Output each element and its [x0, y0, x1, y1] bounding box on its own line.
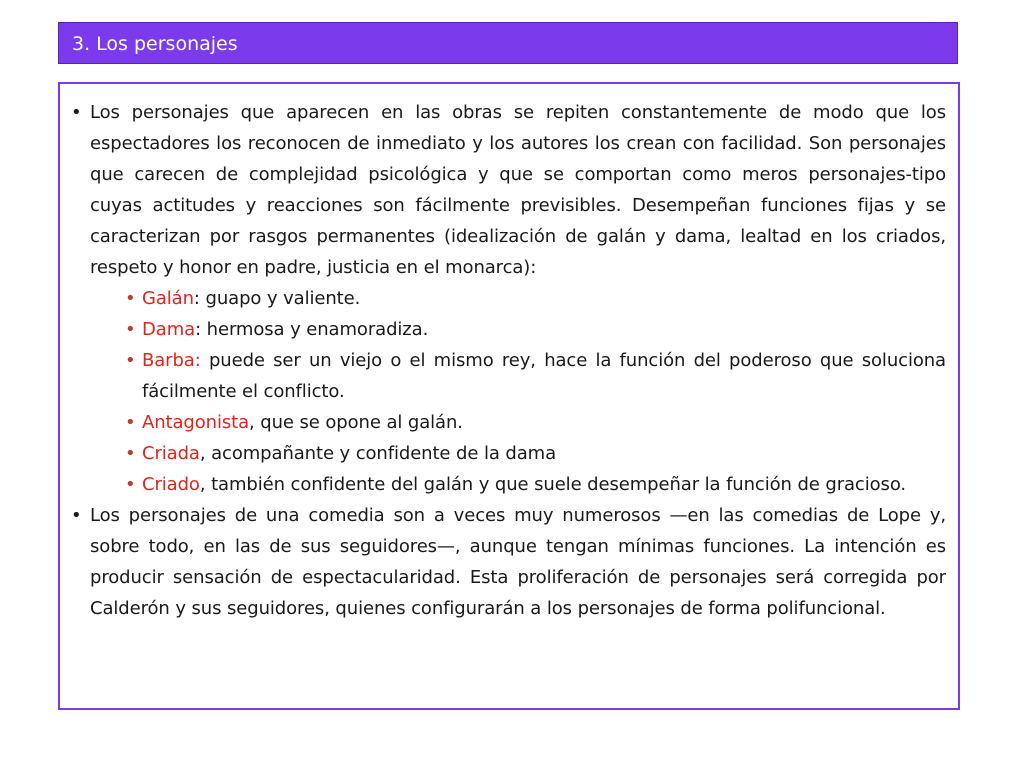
character-item-criado: [90, 469, 946, 500]
character-item-galan: [90, 283, 946, 314]
character-description: puede ser un viejo o el mismo rey, hace la función del poderoso que soluciona fácilmente el conflicto.: [142, 350, 946, 402]
character-separator: ,: [249, 412, 261, 433]
character-name: Criada: [142, 443, 200, 464]
character-description: acompañante y confidente de la dama: [211, 443, 557, 464]
character-name: Galán: [142, 288, 194, 309]
slide-title: 3. Los personajes: [72, 33, 238, 55]
character-item-criada: [90, 438, 946, 469]
character-separator: :: [193, 288, 206, 309]
character-name: Barba:: [142, 350, 201, 371]
character-separator: :: [195, 319, 207, 340]
character-name: Antagonista: [142, 412, 250, 433]
character-item-barba: [90, 345, 946, 407]
character-description: guapo y valiente.: [205, 288, 361, 309]
character-description: que se opone al galán.: [260, 412, 463, 433]
bullet-paragraph-1: [60, 97, 958, 500]
character-item-antagonista: [90, 407, 946, 438]
character-separator: ,: [199, 443, 212, 464]
character-description: hermosa y enamoradiza.: [206, 319, 429, 340]
paragraph-2-text: Los personajes de una comedia son a veces muy numerosos —en las comedias de Lope y, sobre todo, en las de sus seguidores—, aunque tengan mínimas funciones. La intención es producir sensación de espectacularidad. Esta proliferación de personajes será corregida por Calderón y sus seguidores, quienes configurarán a los personajes de forma polifuncional.: [90, 505, 946, 619]
character-name: Dama: [142, 319, 196, 340]
content-box: [58, 82, 960, 710]
paragraph-1-text: Los personajes que aparecen en las obras se repiten constantemente de modo que los espectadores los reconocen de inmediato y los autores los crean con facilidad. Son personajes que carecen de complejidad psicológica y que se comportan como meros personajes-tipo cuyas actitudes y reacciones son fácilmente previsibles. Desempeñan funciones fijas y se caracterizan por rasgos permanentes (idealización de galán y dama, lealtad en los criados, respeto y honor en padre, justicia en el monarca):: [90, 102, 946, 278]
character-item-dama: [90, 314, 946, 345]
character-list: [90, 283, 946, 500]
bullet-paragraph-2: [60, 500, 958, 624]
character-separator: ,: [199, 474, 212, 495]
character-name: Criado: [142, 474, 200, 495]
slide-title-bar: [58, 22, 958, 64]
bullet-list: [60, 97, 958, 624]
character-description: también confidente del galán y que suele desempeñar la función de gracioso.: [211, 474, 907, 495]
character-separator: [201, 350, 209, 371]
